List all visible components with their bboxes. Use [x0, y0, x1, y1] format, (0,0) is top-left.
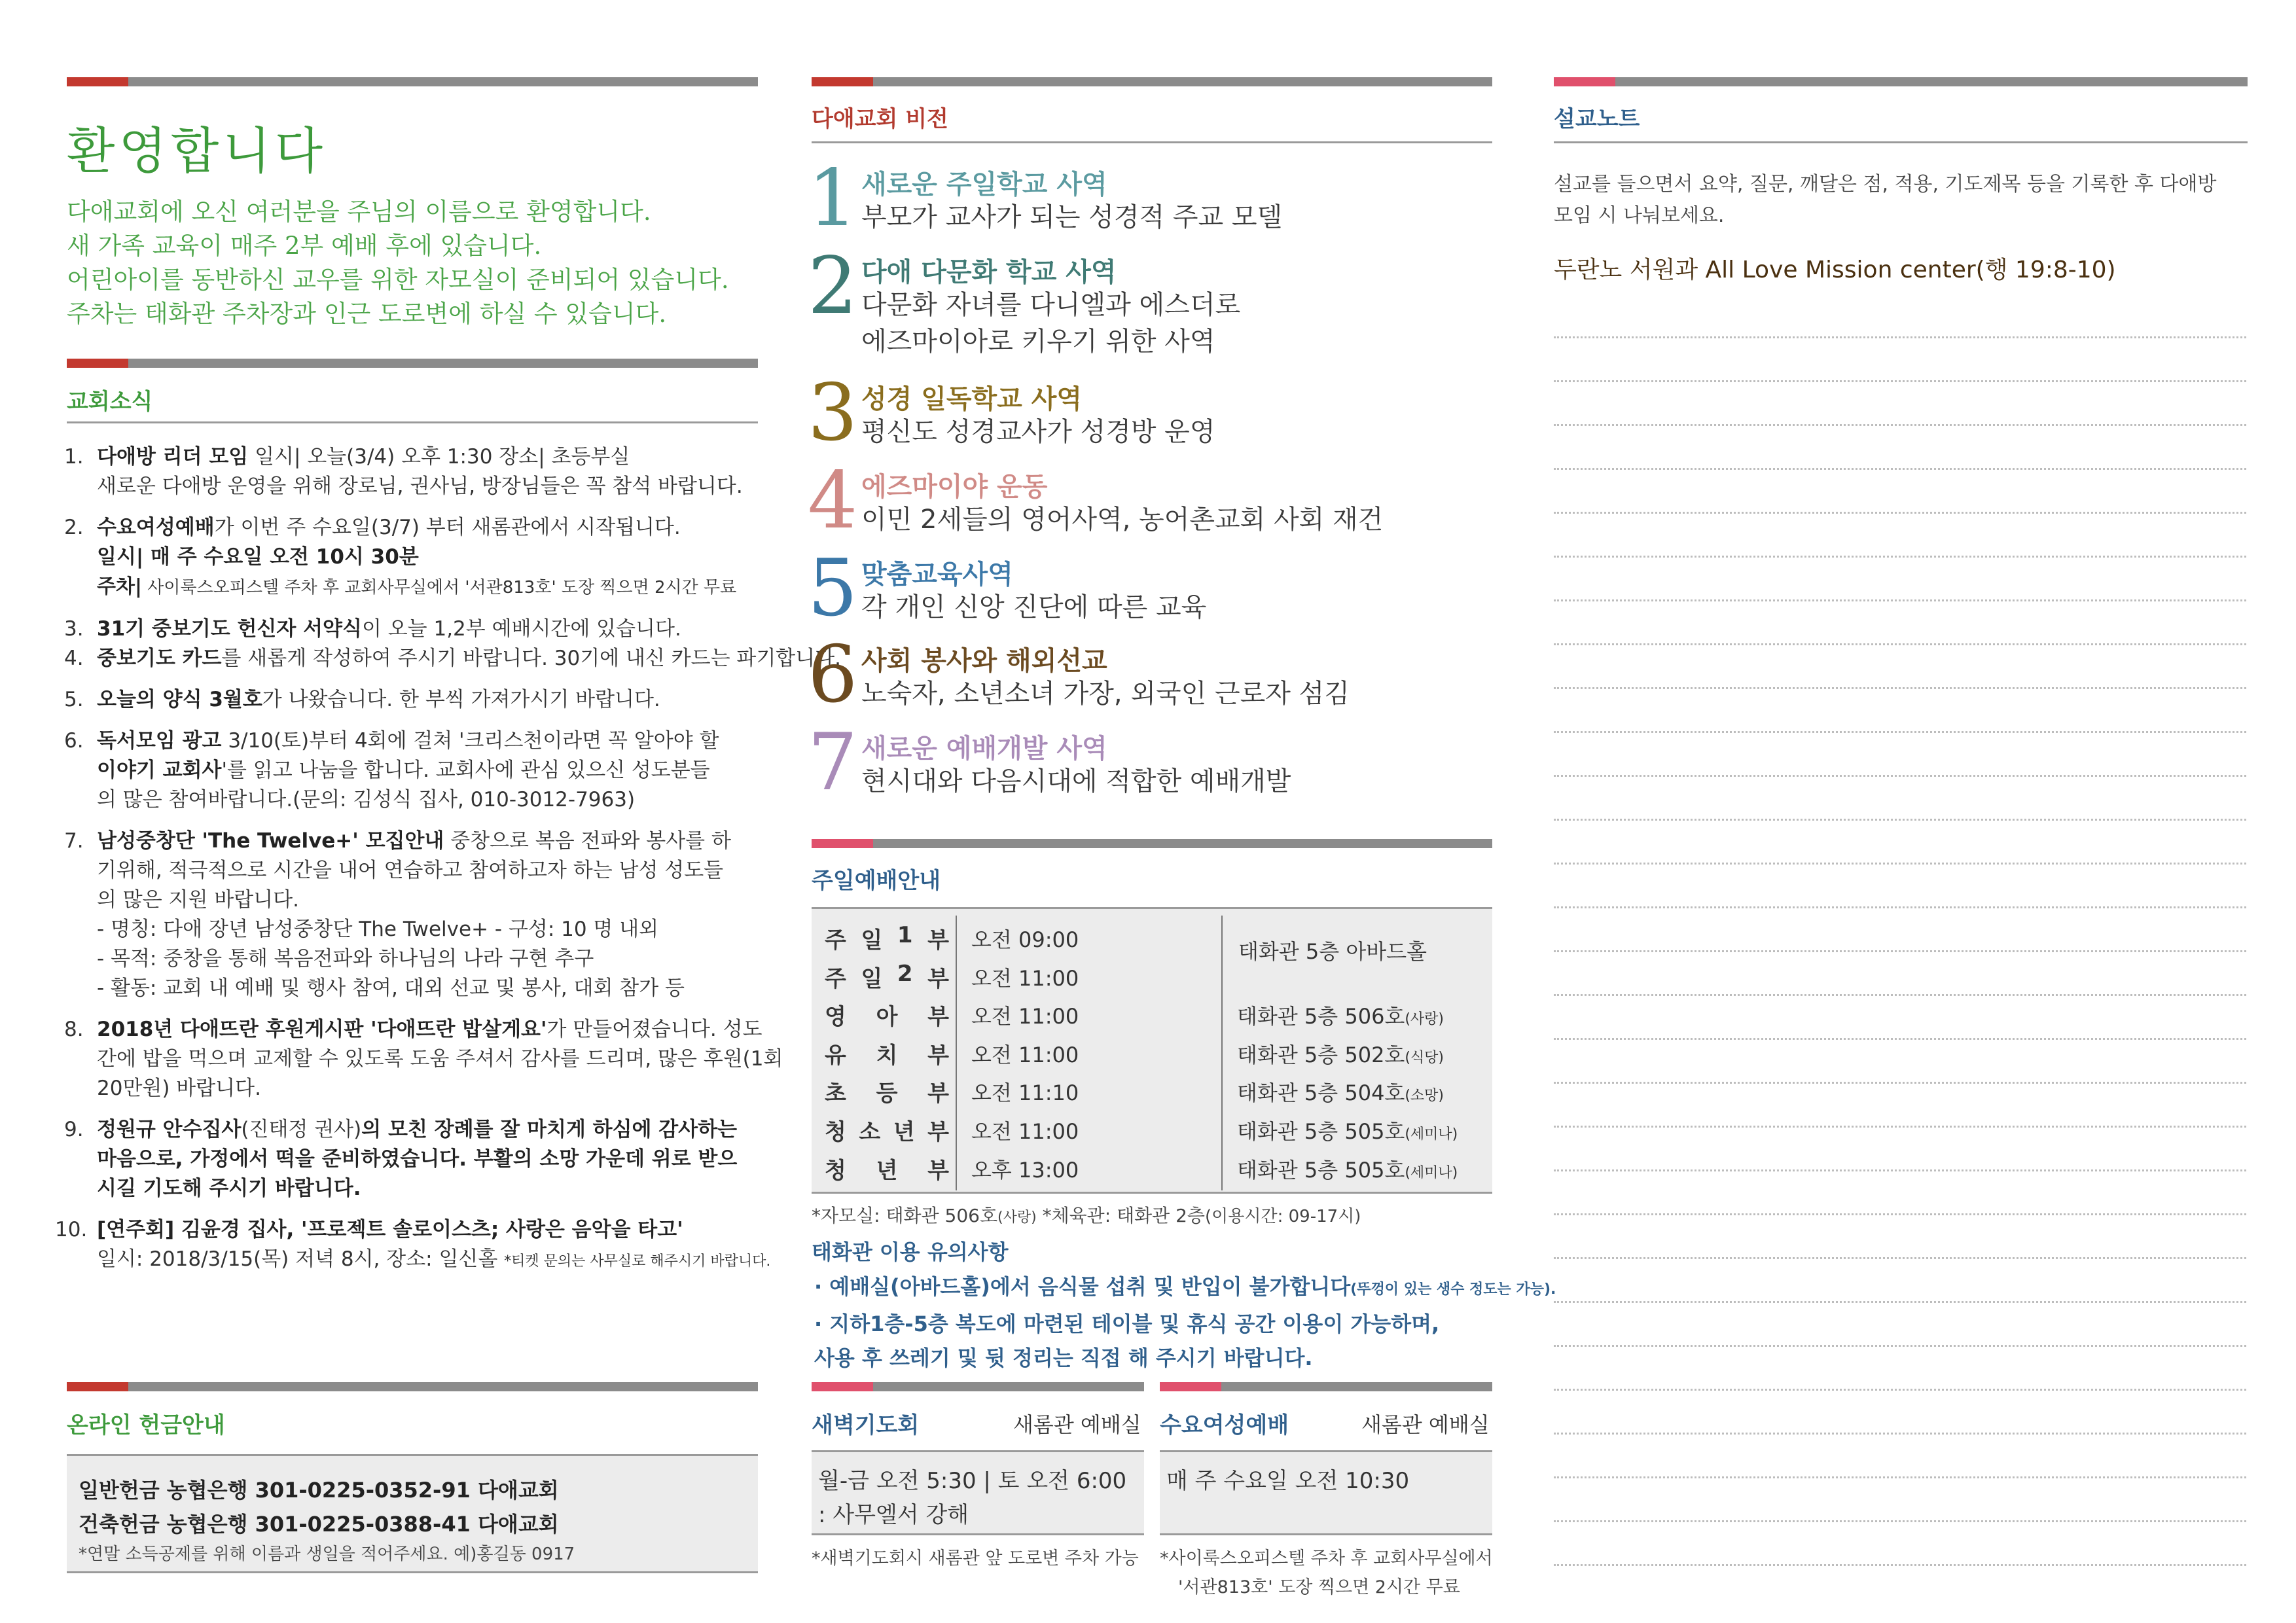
worship-name-char: 부 — [927, 1119, 949, 1145]
worship-name-char: 일 — [861, 927, 883, 954]
note-line — [1554, 1520, 2246, 1522]
news-item-line — [97, 685, 759, 715]
worship-time: 오후 13:00 — [971, 1157, 1079, 1183]
worship-place-text: 태화관 5층 506호 — [1237, 1004, 1405, 1029]
dawn-subject: : 사무엘서 강해 — [818, 1502, 969, 1528]
vision-item-desc — [861, 287, 1240, 360]
worship-name-char: 부 — [927, 1004, 949, 1031]
worship-place-text: 태화관 5층 502호 — [1237, 1042, 1405, 1067]
sermon-desc-line: 설교를 들으면서 요약, 질문, 깨달은 점, 적용, 기도제목 등을 기록한 후 다애방 — [1554, 173, 2217, 196]
news-text: 일시: 2018/3/15(목) 저녁 8시, 장소: 일신홀 — [97, 1247, 505, 1271]
welcome-text — [67, 195, 729, 331]
vision-item-desc — [861, 763, 1291, 800]
news-item-line — [97, 1115, 759, 1145]
women-note — [1160, 1544, 1493, 1602]
worship-note — [812, 1202, 1361, 1228]
note-line — [1554, 1301, 2246, 1303]
news-item-line — [97, 1145, 759, 1174]
vision-number: 1 — [808, 153, 858, 244]
news-item-number: 4. — [64, 647, 84, 670]
news-item-line — [97, 885, 759, 915]
women-topbar — [1160, 1382, 1492, 1391]
news-text: 가 이번 주 수요일(3/7) 부터 새롬관에서 시작됩니다. — [214, 516, 681, 539]
news-item-number: 3. — [64, 617, 84, 641]
note-line — [1554, 687, 2246, 689]
news-text: 사이룩스오피스텔 주차 후 교회사무실에서 '서관813호' 도장 찍으면 2시간 무료 — [141, 578, 737, 597]
news-text: (진태정 권사) — [241, 1118, 362, 1141]
worship-place-note: (소망) — [1405, 1088, 1444, 1105]
news-text: 가 나왔습니다. 한 부씩 가져가시기 바랍니다. — [262, 688, 660, 711]
vision-item-desc — [861, 199, 1282, 236]
vision-item-desc — [861, 675, 1350, 712]
vision-item-title: 성경 일독학교 사역 — [861, 384, 1082, 414]
sunday-title: 주일예배안내 — [812, 868, 941, 894]
online-topbar — [67, 1382, 758, 1391]
welcome-topbar — [67, 77, 758, 86]
worship-name-char: 주 — [825, 927, 846, 954]
vision-desc-line: 현시대와 다음시대에 적합한 예배개발 — [861, 766, 1291, 796]
worship-name-char: 일 — [861, 965, 883, 992]
vision-item-desc — [861, 589, 1206, 626]
worship-name-char: 아 — [876, 1004, 898, 1031]
welcome-title: 환영합니다 — [67, 122, 327, 180]
sermon-topbar — [1554, 77, 2248, 86]
news-item — [55, 1215, 771, 1276]
facility-rules — [814, 1270, 1556, 1375]
news-item-number: 9. — [64, 1118, 84, 1141]
nursery-note-small: (사랑) — [997, 1209, 1037, 1226]
note-line — [1554, 1082, 2246, 1084]
news-emphasis: [연주회] 김윤경 집사, '프로젝트 솔로이스츠; 사랑은 음악을 타고' — [97, 1218, 683, 1241]
women-location: 새롬관 예배실 — [1361, 1412, 1490, 1437]
vision-desc-line: 노숙자, 소년소녀 가장, 외국인 근로자 섬김 — [861, 679, 1350, 709]
note-line — [1554, 424, 2246, 426]
news-emphasis: 마음으로, 가정에서 떡을 준비하였습니다. 부활의 소망 가운데 위로 받으 — [97, 1147, 738, 1171]
note-line — [1554, 1169, 2246, 1171]
worship-name — [825, 922, 949, 954]
note-line — [1554, 1257, 2246, 1259]
note-line — [1554, 906, 2246, 908]
news-item — [55, 827, 759, 1003]
vision-item-desc — [861, 414, 1215, 450]
worship-name-char: 청 — [825, 1157, 846, 1184]
news-item-number: 6. — [64, 729, 84, 753]
worship-place-text: 태화관 5층 505호 — [1237, 1157, 1405, 1183]
news-emphasis: 수요여성예배 — [97, 516, 215, 539]
news-emphasis: 중보기도 카드 — [97, 647, 222, 670]
sermon-title-rule — [1554, 141, 2248, 143]
vision-desc-line: 에즈마이아로 키우기 위한 사역 — [861, 327, 1215, 357]
facility-rule-text: · 예배실(아바드홀)에서 음식물 섭취 및 반입이 불가합니다 — [814, 1274, 1351, 1299]
welcome-line: 주차는 태화관 주차장과 인근 도로변에 하실 수 있습니다. — [67, 300, 667, 328]
news-title: 교회소식 — [67, 389, 153, 415]
news-emphasis: 2018년 다애뜨란 후원게시판 '다애뜨란 밥살게요' — [97, 1018, 547, 1041]
news-item — [55, 442, 759, 501]
women-note-line: *사이룩스오피스텔 주차 후 교회사무실에서 — [1160, 1548, 1493, 1569]
worship-name-char: 영 — [825, 1004, 846, 1031]
news-emphasis: 의 모친 장례를 잘 마치게 하심에 감사하는 — [361, 1118, 738, 1141]
news-item-number: 10. — [55, 1218, 88, 1241]
worship-name-char: 1 — [897, 922, 913, 948]
worship-name-char: 부 — [927, 1080, 949, 1107]
news-text: - 목적: 중창을 통해 복음전파와 하나님의 나라 구현 추구 — [97, 947, 594, 971]
news-item-line — [97, 785, 759, 815]
worship-name-char: 청 — [825, 1119, 846, 1145]
vision-number: 3 — [808, 368, 858, 459]
news-item-line — [97, 442, 759, 472]
news-topbar — [67, 359, 758, 368]
worship-place-note: (세미나) — [1405, 1164, 1458, 1181]
note-line — [1554, 731, 2246, 733]
vision-desc-line: 부모가 교사가 되는 성경적 주교 모델 — [861, 202, 1283, 232]
news-emphasis: 독서모임 광고 — [97, 729, 222, 753]
women-time: 매 주 수요일 오전 10:30 — [1166, 1468, 1410, 1494]
worship-name-char: 부 — [927, 965, 949, 992]
news-emphasis: 남성중창단 'The Twelve+' 모집안내 — [97, 829, 444, 853]
news-item-line — [97, 472, 759, 501]
building-offering-account: 건축헌금 농협은행 301-0225-0388-41 다애교회 — [79, 1512, 559, 1537]
news-title-rule — [67, 421, 758, 423]
news-item-line — [97, 644, 841, 673]
worship-place — [1237, 1039, 1444, 1069]
news-text: 가 만들어졌습니다. 성도 — [547, 1018, 762, 1041]
note-line — [1554, 512, 2246, 514]
worship-time: 오전 11:10 — [971, 1080, 1079, 1106]
worship-place — [1237, 1115, 1458, 1145]
dawn-topbar — [812, 1382, 1144, 1391]
dawn-location: 새롬관 예배실 — [1013, 1412, 1141, 1437]
news-small-note: *티켓 문의는 사무실로 해주시기 바랍니다. — [504, 1253, 771, 1270]
note-line — [1554, 1476, 2246, 1478]
vision-desc-line: 각 개인 신앙 진단에 따른 교육 — [861, 592, 1207, 622]
dawn-box — [812, 1450, 1144, 1535]
news-item-line — [97, 974, 759, 1003]
vision-number: 2 — [808, 241, 858, 332]
news-text: 중창으로 복음 전파와 봉사를 하 — [444, 829, 731, 853]
vision-title: 다애교회 비전 — [812, 106, 948, 132]
online-account-box — [67, 1454, 758, 1573]
online-title: 온라인 헌금안내 — [67, 1412, 225, 1438]
worship-place — [1237, 1154, 1458, 1184]
news-text: 새로운 다애방 운영을 위해 장로님, 권사님, 방장님들은 꼭 참석 바랍니다. — [97, 474, 743, 498]
worship-name — [825, 1075, 949, 1107]
note-line — [1554, 1345, 2246, 1347]
vision-number: 7 — [808, 717, 858, 808]
news-item-line — [97, 1245, 771, 1276]
news-emphasis: 주차| — [97, 575, 142, 598]
worship-name-char: 부 — [927, 1042, 949, 1069]
vision-number: 4 — [808, 455, 858, 546]
news-item-number: 8. — [64, 1018, 84, 1041]
note-line — [1554, 599, 2246, 601]
news-text: 간에 밥을 먹으며 교제할 수 있도록 도움 주셔서 감사를 드리며, 많은 후원(1회 — [97, 1047, 783, 1071]
news-item — [55, 685, 759, 715]
note-line — [1554, 775, 2246, 777]
worship-name-char: 등 — [876, 1080, 898, 1107]
welcome-line: 다애교회에 오신 여러분을 주님의 이름으로 환영합니다. — [67, 198, 651, 226]
sermon-title: 설교노트 — [1554, 106, 1640, 132]
news-text: 를 새롭게 작성하여 주시기 바랍니다. 30기에 내신 카드는 파기합니다. — [221, 647, 841, 670]
news-text: 기위해, 적극적으로 시간을 내어 연습하고 참여하고자 하는 남성 성도들 — [97, 859, 724, 882]
vision-item-title: 새로운 예배개발 사역 — [861, 734, 1107, 764]
news-text: '를 읽고 나눔을 합니다. 교회사에 관심 있으신 성도분들 — [221, 758, 710, 782]
note-line — [1554, 468, 2246, 470]
sermon-desc-line: 모임 시 나눠보세요. — [1554, 204, 1725, 227]
news-item-number: 7. — [64, 829, 84, 853]
news-emphasis: 일시| 매 주 수요일 오전 10시 30분 — [97, 545, 419, 569]
news-text: 일시| 오늘(3/4) 오후 1:30 장소| 초등부실 — [248, 445, 630, 469]
welcome-line: 새 가족 교육이 매주 2부 예배 후에 있습니다. — [67, 232, 542, 260]
worship-place-text: 태화관 5층 505호 — [1237, 1119, 1405, 1144]
merged-place: 태화관 5층 아바드홀 — [1238, 939, 1427, 964]
vision-desc-line: 다문화 자녀를 다니엘과 에스더로 — [861, 290, 1241, 320]
news-item-line — [97, 1215, 759, 1245]
sermon-scripture: 두란노 서원과 All Love Mission center(행 19:8-10) — [1554, 257, 2116, 283]
news-item — [55, 644, 841, 673]
news-text: 20만원) 바랍니다. — [97, 1077, 261, 1100]
note-line — [1554, 1433, 2246, 1435]
vision-item-title: 맞춤교육사역 — [861, 560, 1013, 590]
news-text: 이 오늘 1,2부 예배시간에 있습니다. — [361, 617, 681, 641]
worship-name-char: 부 — [927, 927, 949, 954]
worship-place-note: (식당) — [1405, 1049, 1444, 1066]
facility-rule — [814, 1270, 1556, 1307]
worship-row — [812, 1147, 1492, 1185]
gym-note: *체육관: 태화관 2층 — [1036, 1205, 1205, 1226]
worship-name — [825, 999, 949, 1031]
news-item-line — [97, 1074, 759, 1103]
vision-item-title: 새로운 주일학교 사역 — [861, 169, 1107, 200]
worship-name-char: 년 — [876, 1157, 898, 1184]
dawn-time: 월-금 오전 5:30 | 토 오전 6:00 — [818, 1468, 1127, 1494]
worship-place-note: (세미나) — [1405, 1126, 1458, 1143]
dawn-note: *새벽기도회시 새롬관 앞 도로변 주차 가능 — [812, 1548, 1139, 1569]
note-line — [1554, 1126, 2246, 1128]
news-emphasis: 이야기 교회사 — [97, 758, 222, 782]
news-list — [55, 442, 841, 1276]
facility-rule: 사용 후 쓰레기 및 뒷 정리는 직접 해 주시기 바랍니다. — [814, 1346, 1313, 1370]
vision-desc-line: 이민 2세들의 영어사역, 농어촌교회 사회 재건 — [861, 505, 1384, 535]
news-emphasis: 시길 기도해 주시기 바랍니다. — [97, 1177, 361, 1200]
worship-row — [812, 1070, 1492, 1108]
note-line — [1554, 336, 2246, 338]
women-note-line: '서관813호' 도장 찍으면 2시간 무료 — [1178, 1577, 1460, 1597]
worship-name — [825, 1152, 949, 1185]
sermon-description — [1554, 169, 2248, 232]
news-item-line — [97, 726, 759, 756]
news-text: 의 많은 지원 바랍니다. — [97, 888, 299, 912]
news-item — [55, 1115, 759, 1204]
vision-number: 5 — [808, 543, 858, 634]
vision-item-title: 에즈마이야 운동 — [861, 472, 1048, 502]
worship-place-note: (사랑) — [1405, 1011, 1444, 1028]
note-line — [1554, 950, 2246, 952]
news-item-line — [97, 856, 759, 885]
worship-name — [825, 1037, 949, 1069]
news-item — [55, 1015, 783, 1103]
sunday-topbar — [812, 839, 1492, 848]
news-item-line — [97, 756, 759, 785]
news-item — [55, 513, 759, 603]
worship-row — [812, 917, 1492, 955]
news-text: 의 많은 참여바랍니다.(문의: 김성식 집사, 010-3012-7963) — [97, 788, 636, 812]
news-item-line — [97, 543, 759, 572]
news-item — [55, 615, 759, 644]
worship-name-char: 초 — [825, 1080, 846, 1107]
women-title: 수요여성예배 — [1160, 1412, 1289, 1438]
vision-item-desc — [861, 501, 1383, 538]
note-line — [1554, 994, 2246, 996]
facility-rule-note: (뚜껑이 있는 생수 정도는 가능). — [1350, 1281, 1556, 1298]
news-emphasis: 오늘의 양식 3월호 — [97, 688, 262, 711]
note-line — [1554, 643, 2246, 645]
news-text: - 명칭: 다애 장년 남성중창단 The Twelve+ - 구성: 10 명 내외 — [97, 918, 659, 941]
worship-name-char: 치 — [876, 1042, 898, 1069]
worship-name-char: 유 — [825, 1042, 846, 1069]
note-line — [1554, 1389, 2246, 1391]
facility-rule: · 지하1층-5층 복도에 마련된 테이블 및 휴식 공간 이용이 가능하며, — [814, 1311, 1440, 1336]
sunday-worship-table — [812, 907, 1492, 1194]
gym-note-small: (이용시간: 09-17시) — [1204, 1207, 1361, 1226]
note-line — [1554, 1564, 2246, 1566]
news-item-line — [97, 1174, 759, 1204]
women-box — [1160, 1450, 1492, 1535]
note-line — [1554, 380, 2246, 382]
vision-number: 6 — [808, 630, 858, 721]
note-line — [1554, 863, 2246, 865]
news-text: 3/10(토)부터 4회에 걸쳐 '크리스천이라면 꼭 알아야 할 — [221, 729, 719, 753]
news-item-line — [97, 572, 759, 603]
worship-place — [1237, 1077, 1444, 1107]
online-note: *연말 소득공제를 위해 이름과 생일을 적어주세요. 예)홍길동 0917 — [79, 1544, 575, 1564]
news-text: - 활동: 교회 내 예배 및 행사 참여, 대외 선교 및 봉사, 대회 참가 등 — [97, 976, 685, 1000]
news-emphasis: 31기 중보기도 헌신자 서약식 — [97, 617, 362, 641]
worship-name-char: 년 — [893, 1119, 915, 1145]
vision-item-title: 사회 봉사와 해외선교 — [861, 646, 1107, 676]
facility-title: 태화관 이용 유의사항 — [812, 1240, 1009, 1264]
note-line — [1554, 1038, 2246, 1040]
general-offering-account: 일반헌금 농협은행 301-0225-0352-91 다애교회 — [79, 1478, 559, 1503]
worship-name — [825, 961, 949, 993]
news-emphasis: 다애방 리더 모임 — [97, 445, 249, 469]
note-line — [1554, 1213, 2246, 1215]
worship-place — [1237, 1000, 1444, 1030]
news-item-line — [97, 513, 759, 543]
news-item-line — [97, 915, 759, 944]
news-item — [55, 726, 759, 815]
dawn-title: 새벽기도회 — [812, 1412, 920, 1438]
news-item-line — [97, 1015, 762, 1044]
news-item-line — [97, 615, 759, 644]
worship-name — [825, 1114, 949, 1146]
news-item-number: 5. — [64, 688, 84, 711]
news-item-number: 1. — [64, 445, 84, 469]
vision-topbar — [812, 77, 1492, 86]
worship-name-char: 부 — [927, 1157, 949, 1184]
news-item-line — [97, 1044, 783, 1074]
note-line — [1554, 819, 2246, 821]
worship-time: 오전 11:00 — [971, 1004, 1079, 1029]
nursery-note: *자모실: 태화관 506호 — [812, 1205, 998, 1226]
worship-row — [812, 955, 1492, 993]
vision-desc-line: 평신도 성경교사가 성경방 운영 — [861, 417, 1215, 447]
news-emphasis: 정원규 안수집사 — [97, 1118, 242, 1141]
worship-name-char: 소 — [859, 1119, 881, 1145]
welcome-line: 어린아이를 동반하신 교우를 위한 자모실이 준비되어 있습니다. — [67, 266, 729, 294]
worship-row — [812, 1032, 1492, 1070]
worship-name-char: 주 — [825, 965, 846, 992]
news-item-line — [97, 944, 759, 974]
worship-time: 오전 11:00 — [971, 1119, 1079, 1144]
vision-title-rule — [812, 141, 1492, 143]
note-line — [1554, 556, 2246, 558]
worship-place-text: 태화관 5층 504호 — [1237, 1080, 1405, 1106]
worship-time: 오전 11:00 — [971, 1042, 1079, 1067]
vision-item-title: 다애 다문화 학교 사역 — [861, 257, 1117, 287]
news-item-number: 2. — [64, 516, 84, 539]
worship-time: 오전 09:00 — [971, 927, 1079, 952]
worship-time: 오전 11:00 — [971, 965, 1079, 991]
worship-row — [812, 1109, 1492, 1147]
worship-row — [812, 993, 1492, 1031]
worship-name-char: 2 — [897, 960, 913, 987]
news-item-line — [97, 827, 759, 856]
